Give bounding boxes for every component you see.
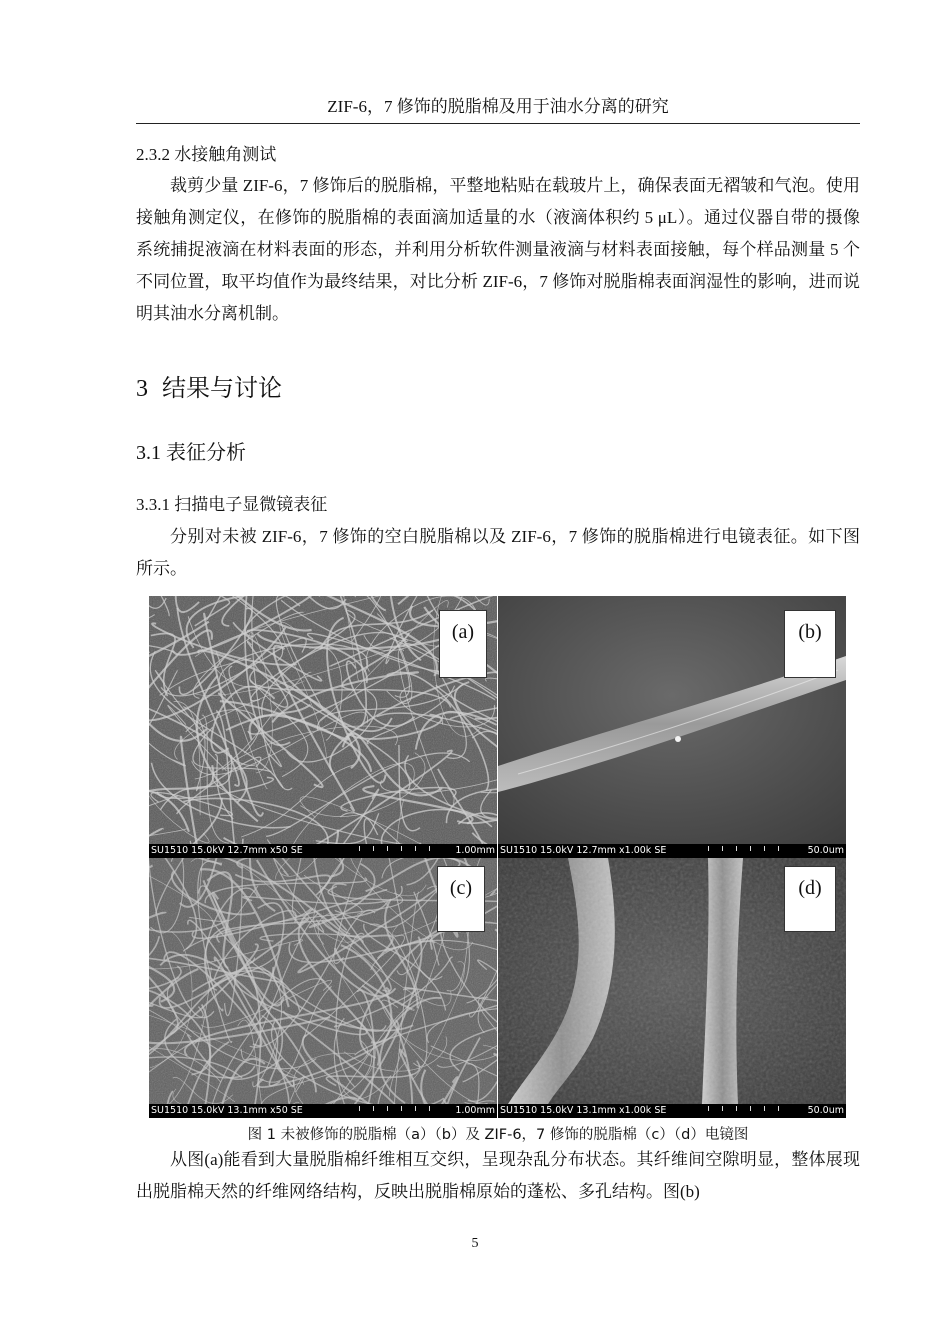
section-heading-3-3-1: 3.3.1 扫描电子显微镜表征 bbox=[136, 495, 328, 514]
scale-b: 50.0um bbox=[807, 845, 844, 856]
scale-ticks-c bbox=[359, 1106, 437, 1111]
paragraph-discussion: 从图(a)能看到大量脱脂棉纤维相互交织，呈现杂乱分布状态。其纤维间空隙明显，整体展现出脱脂棉天然的纤维网络结构，反映出脱脂棉原始的蓬松、多孔结构。图(b) bbox=[136, 1150, 860, 1201]
sem-info-c: SU1510 15.0kV 13.1mm x50 SE bbox=[151, 1105, 303, 1116]
sem-info-d: SU1510 15.0kV 13.1mm x1.00k SE bbox=[500, 1105, 667, 1116]
panel-label-d: (d) bbox=[784, 866, 836, 932]
sem-figure bbox=[149, 596, 846, 1118]
panel-label-c: (c) bbox=[437, 866, 485, 932]
sem-info-a: SU1510 15.0kV 12.7mm x50 SE bbox=[151, 845, 303, 856]
figure-caption: 图 1 未被修饰的脱脂棉（a）（b）及 ZIF-6，7 修饰的脱脂棉（c）（d）电镜图 bbox=[247, 1127, 749, 1143]
sem-panel-b bbox=[498, 596, 846, 858]
panel-label-a: (a) bbox=[439, 610, 487, 678]
section-heading-2-3-2: 2.3.2 水接触角测试 bbox=[136, 145, 277, 164]
sem-info-bar-c bbox=[149, 1104, 497, 1118]
scale-d: 50.0um bbox=[807, 1105, 844, 1116]
sem-info-bar-b bbox=[498, 844, 846, 858]
paragraph-sem-intro: 分别对未被 ZIF-6，7 修饰的空白脱脂棉以及 ZIF-6，7 修饰的脱脂棉进行电镜表征。如下图所示。 bbox=[136, 527, 860, 578]
panel-label-b: (b) bbox=[784, 610, 836, 678]
sem-info-b: SU1510 15.0kV 12.7mm x1.00k SE bbox=[500, 845, 667, 856]
scale-a: 1.00mm bbox=[455, 845, 495, 856]
page-number: 5 bbox=[471, 1236, 479, 1251]
section-heading-3-1: 3.1 表征分析 bbox=[136, 442, 246, 464]
scale-ticks-d bbox=[708, 1106, 786, 1111]
sem-info-bar-a bbox=[149, 844, 497, 858]
sem-panel-d bbox=[498, 858, 846, 1118]
page-header: ZIF-6，7 修饰的脱脂棉及用于油水分离的研究 bbox=[136, 92, 860, 124]
chapter-title: 结果与讨论 bbox=[162, 376, 282, 402]
sem-info-bar-d bbox=[498, 1104, 846, 1118]
paragraph-contact-angle: 裁剪少量 ZIF-6，7 修饰后的脱脂棉，平整地粘贴在载玻片上，确保表面无褶皱和气泡。使用接触角测定仪，在修饰的脱脂棉的表面滴加适量的水（液滴体积约 5 μL）。通过仪器自带的摄像系统捕捉液滴在材料表面的形态，并利用分析软件测量液滴与材料表面接触，每个样品测量 5 个不同位置，取平均值作为最终结果，对比分析 ZIF-6，7 修饰对脱脂棉表面润湿性的影响，进而说明其油水分离机制。 bbox=[136, 176, 860, 323]
scale-ticks-a bbox=[359, 846, 437, 851]
chapter-number: 3 bbox=[136, 376, 148, 402]
scale-c: 1.00mm bbox=[455, 1105, 495, 1116]
chapter-heading bbox=[136, 368, 282, 403]
sem-panel-a bbox=[149, 596, 497, 858]
scale-ticks-b bbox=[708, 846, 786, 851]
sem-panel-c bbox=[149, 858, 497, 1118]
